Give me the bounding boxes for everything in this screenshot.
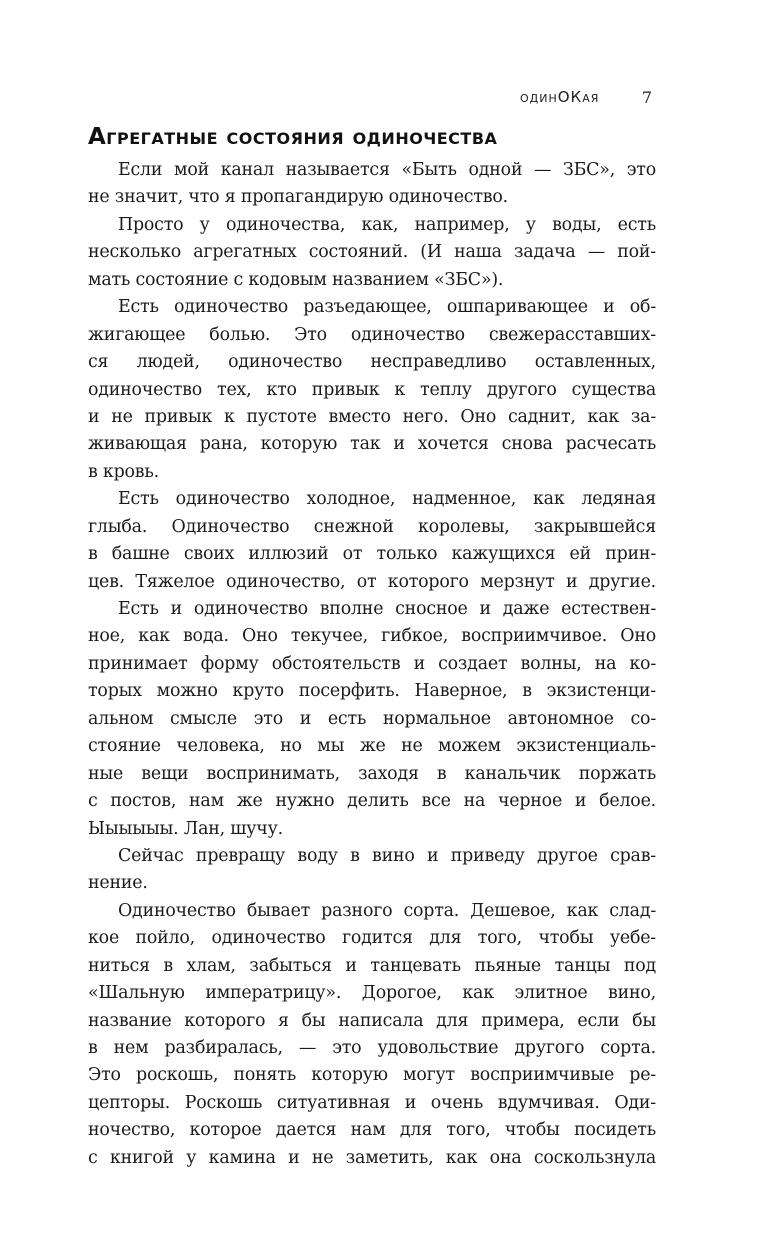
page-number: 7	[641, 88, 652, 107]
text-line: Просто у одиночества, как, например, у воды, есть	[118, 214, 656, 235]
text-line: цев. Тяжелое одиночество, от которого мерзнут и другие.	[88, 571, 656, 592]
text-line: ночество, которое дается нам для того, чтобы посидеть	[88, 1120, 656, 1141]
body-text	[88, 157, 656, 1172]
text-line: кое пойло, одиночество годится для того, чтобы уебе-	[88, 928, 656, 949]
text-line: стояние человека, но мы же не можем экзистенциаль-	[88, 736, 656, 757]
text-line: Сейчас превращу воду в вино и приведу другое срав-	[118, 845, 656, 866]
text-line: одиночество тех, кто привык к теплу другого существа	[88, 379, 656, 400]
text-line: Если мой канал называется «Быть одной — ЗБС», это	[118, 160, 656, 180]
text-line: в нем разбиралась, — это удовольствие другого сорта.	[88, 1038, 656, 1058]
text-line: живающая рана, которую так и хочется снова расчесать	[88, 434, 656, 455]
text-line: с постов, нам же нужно делить все на черное и белое.	[88, 791, 656, 812]
text-line: глыба. Одиночество снежной королевы, закрывшейся	[88, 516, 656, 537]
text-line: цепторы. Роскошь ситуативная и очень вдумчивая. Оди-	[88, 1092, 656, 1113]
text-line: Это роскошь, понять которую могут восприимчивые ре-	[88, 1065, 656, 1086]
text-line: Есть одиночество разъедающее, ошпаривающее и об-	[118, 297, 656, 318]
text-line: несколько агрегатных состояний. (И наша задача — пой-	[88, 242, 656, 263]
running-header	[520, 88, 660, 112]
text-line: с книгой у камина и не заметить, как она соскользнула	[88, 1147, 656, 1168]
text-line: в башне своих иллюзий от только кажущихся ей прин-	[88, 544, 656, 565]
text-line: альном смысле это и есть нормальное автономное со-	[88, 708, 656, 729]
text-line: в кровь.	[88, 461, 159, 482]
text-line: мать состояние с кодовым названием «ЗБС»).	[88, 269, 504, 290]
text-line: торых можно круто посерфить. Наверное, в экзистенци-	[88, 681, 656, 702]
text-line: ное, как вода. Оно текучее, гибкое, восприимчивое. Оно	[88, 626, 656, 647]
text-line: название которого я бы написала для примера, если бы	[88, 1010, 656, 1031]
text-line: нение.	[88, 873, 148, 894]
text-line: принимает форму обстоятельств и создает волны, на ко-	[88, 653, 656, 674]
chapter-title: Агрегатные состояния одиночества	[88, 124, 498, 150]
text-line: Есть одиночество холодное, надменное, как ледяная	[118, 489, 656, 510]
text-line: «Шальную императрицу». Дорогое, как элитное вино,	[88, 983, 656, 1004]
text-line: не значит, что я пропагандирую одиночество.	[88, 187, 508, 208]
text-line: ные вещи воспринимать, заходя в канальчик поржать	[88, 763, 656, 784]
text-line: Есть и одиночество вполне сносное и даже естествен-	[118, 599, 656, 619]
running-header-title: одинОКая	[520, 88, 600, 106]
text-line: жигающее болью. Это одиночество свежерасставших-	[88, 324, 656, 345]
text-line: Ыыыыыы. Лан, шучу.	[88, 818, 283, 839]
text-line: Одиночество бывает разного сорта. Дешевое, как слад-	[118, 900, 656, 921]
text-line: и не привык к пустоте вместо него. Оно саднит, как за-	[88, 406, 656, 427]
text-line: ниться в хлам, забыться и танцевать пьяные танцы под	[88, 955, 656, 976]
text-line: ся людей, одиночество несправедливо оставленных,	[88, 352, 656, 373]
